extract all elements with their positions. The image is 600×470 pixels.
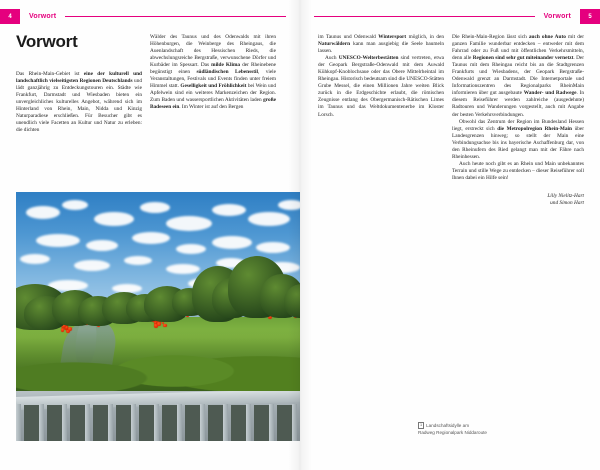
photo-flower [68,327,72,331]
text-run: . Der Taunus mit dem Rheingau reicht bis an die Stadtgrenzen Frankfurts und Wiesbadens, der Geopark Bergstraße-Odenwald grenzt an Darmstadt. Die Internetportale und Informationszentren des Regionalparks RheinMain informieren über gut ausgebaute [452,55,585,97]
emphasis-run: auch ohne Auto [528,34,566,40]
emphasis-run: Regionen sind sehr gut miteinander vernetzt [472,55,574,62]
text-run: Das Rhein-Main-Gebiet ist [16,71,84,77]
folio-left: 4 [0,9,20,24]
photo-flower [61,328,64,331]
page-title: Vorwort [16,32,78,51]
header-rule-left [65,16,286,17]
photo-cloud [132,232,170,244]
emphasis-run: die Metropolregion Rhein-Main [497,125,572,132]
photo-railing-baluster [39,404,44,441]
photo-railing-baluster [16,404,21,441]
text-run: über Landesgrenzen hinweg; so stellt der Main eine Verbindungsachse bis ins bayerische Aschaffenburg dar, von den Rheinufern des Ried gelangt man mit der Fähre nach Rheinhessen. [452,125,584,160]
emphasis-run: milde Klima [211,62,241,69]
photo-railing-gap [116,405,132,441]
photo-cloud [212,236,252,249]
photo-railing-baluster [292,404,297,441]
text-run: sind vertreten, etwa der Geopark Bergstraße-Odenwald mit dem Auwald Kühkopf-Knoblochsaue oder das Obere Mittelrheintal im Rheingau. Historisch bedeutsam sind die UNESCO-Stätten Grube Messel, die einen Millionen Jahre weiten Blick zurück in die Erdgeschichte erlaubt, die römischen Zeugnisse entlang des Obergermanisch-Rätischen Limes im Taunus und das Weltdokumentenerbe im Kloster Lorsch. [318,55,444,118]
text-run: Obwohl das Zentrum der Region im Bundesland Hessen liegt, erstreckt sich [452,118,584,132]
author-signature [452,193,584,208]
paragraph [16,71,142,134]
photo-cloud [94,212,134,226]
emphasis-run: südländischen Lebensstil [196,69,258,76]
text-run: und lädt ganzjährig zu Entdeckungstouren ein. Städte wie Frankfurt, Darmstadt und Wiesbaden bieten ein unvergleichliches kulturelles Angebot, während sich im Hinterland von Rhein, Main, Nidda und Kinzig Naturparadiese erschließen. Für Besucher gibt es unendlich viele Facetten an Kultur und Natur zu erleben: die dichten [16,78,142,134]
photo-railing-gap [254,405,270,441]
photo-railing-gap [93,405,109,441]
text-run: mit der ganzen Familie wunderbar entdecken – entweder mit dem Fahrrad oder zu Fuß und mit öffentlichen Verkehrsmitteln, denn alle [452,34,584,62]
photo-railing-gap [162,405,178,441]
photo-cloud [86,240,118,251]
photo-railing-gap [277,405,293,441]
caption-marker: 1 [420,423,423,427]
photo-cloud [166,216,212,231]
paragraph [150,34,276,112]
photo-railing-baluster [131,404,136,441]
text-run: Wälder des Taunus und des Odenwalds mit ihren Höhenburgen, die Weinberge des Rheingaus, die Auenlandschaft des Hessischen Rieds, die abwechslungsreiche Bergstraße, verwunschene Dörfer und Kurbäder im Spessart. Das [150,34,276,69]
text-column-2 [150,34,276,112]
photo-railing-baluster [246,404,251,441]
photo-flower [157,322,161,326]
photo-cloud [124,256,152,265]
photo-cloud [140,202,170,213]
photo-railing-gap [208,405,224,441]
text-column-1 [16,71,142,134]
photo-cloud [62,200,88,210]
photo-railing-baluster [85,404,90,441]
photo-bridge-railing [16,391,304,441]
photo-flower [163,324,167,328]
photo-railing-gap [70,405,86,441]
text-column-3 [318,34,444,119]
caption-line-2: Radweg Regionalpark Niddaroute [418,429,487,435]
landscape-photo [16,192,304,441]
photo-railing-baluster [154,404,159,441]
photo-cloud [26,206,60,219]
text-run: . Im Winter ist auf den Bergen [179,104,244,111]
photo-foliage [16,329,304,399]
folio-right: 5 [580,9,600,24]
paragraph [452,34,584,119]
emphasis-run: UNESCO-Welterbestätten [338,55,399,62]
photo-cloud [36,234,80,247]
running-head-label-left: Vorwort [29,13,57,20]
emphasis-run: große Badeseen ein [150,97,276,111]
text-run: Auch [325,55,339,62]
photo-cloud [256,242,290,253]
text-run: Auch heute noch gibt es an Rhein und Main unbekanntes Terrain und stille Wege zu entdecken – dieser Reiseführer soll Ihnen dabei ein Hilfe sein! [452,160,584,181]
emphasis-run: Naturwäldern [318,41,351,48]
photo-railing-gap [185,405,201,441]
text-column-4 [452,34,584,208]
text-run: bei Wein und Apfelwein sind ein weiteres Markenzeichen der Region. Zum Baden und wassersportlichen Aktivitäten laden [150,83,277,104]
header-rule-right [314,16,535,17]
text-run: Die Rhein-Main-Region lässt sich [452,34,529,40]
photo-railing-baluster [269,404,274,441]
photo-cloud [20,254,50,264]
emphasis-run: Wander- und Radwege [523,90,577,97]
running-head-left [0,9,286,24]
emphasis-run: Wintersport [378,34,407,40]
signature-line: Lilly Nielitz-Hart [547,192,584,199]
paragraph [452,119,584,161]
running-head-right [314,9,600,24]
paragraph [452,161,584,182]
text-run: kann man ausgiebig die Seele baumeln lassen. [318,41,444,55]
emphasis-run: Geselligkeit und Fröhlichkeit [180,83,247,90]
photo-railing-baluster [200,404,205,441]
photo-railing-baluster [177,404,182,441]
photo-railing-gap [24,405,40,441]
photo-railing-baluster [108,404,113,441]
photo-railing-gap [231,405,247,441]
signature-line: und Simon Hart [550,200,584,207]
photo-railing-gap [47,405,63,441]
photo-caption [418,422,548,436]
running-head-label-right: Vorwort [543,13,571,20]
text-run: der Rheinebene begünstigt einen [150,62,276,76]
photo-cloud [74,260,110,271]
photo-cloud [166,264,200,274]
caption-line-1: Landschaftsidylle am [426,423,470,428]
photo-railing-gap [139,405,155,441]
emphasis-run: eine der kulturell und landschaftlich vielseitigsten Regionen Deutschlands [16,71,142,85]
photo-railing-baluster [223,404,228,441]
photo-railing-baluster [62,404,67,441]
photo-cloud [212,204,246,216]
text-run: , viele Veranstaltungen, Festivals und Events finden unter freiem Himmel statt. [150,69,276,90]
photo-cloud [176,244,206,254]
paragraph [318,55,444,118]
text-run: im Taunus und Odenwald [318,34,379,40]
text-run: . In diesem Reiseführer werden zahlreiche (ausgedehnte) Radtouren und Wanderungen vorgestellt, auch mit Angabe der besten Verkehrsverbindungen. [452,90,584,118]
paragraph [318,34,444,55]
photo-cloud [248,212,290,226]
text-run: möglich, in den [406,34,444,40]
